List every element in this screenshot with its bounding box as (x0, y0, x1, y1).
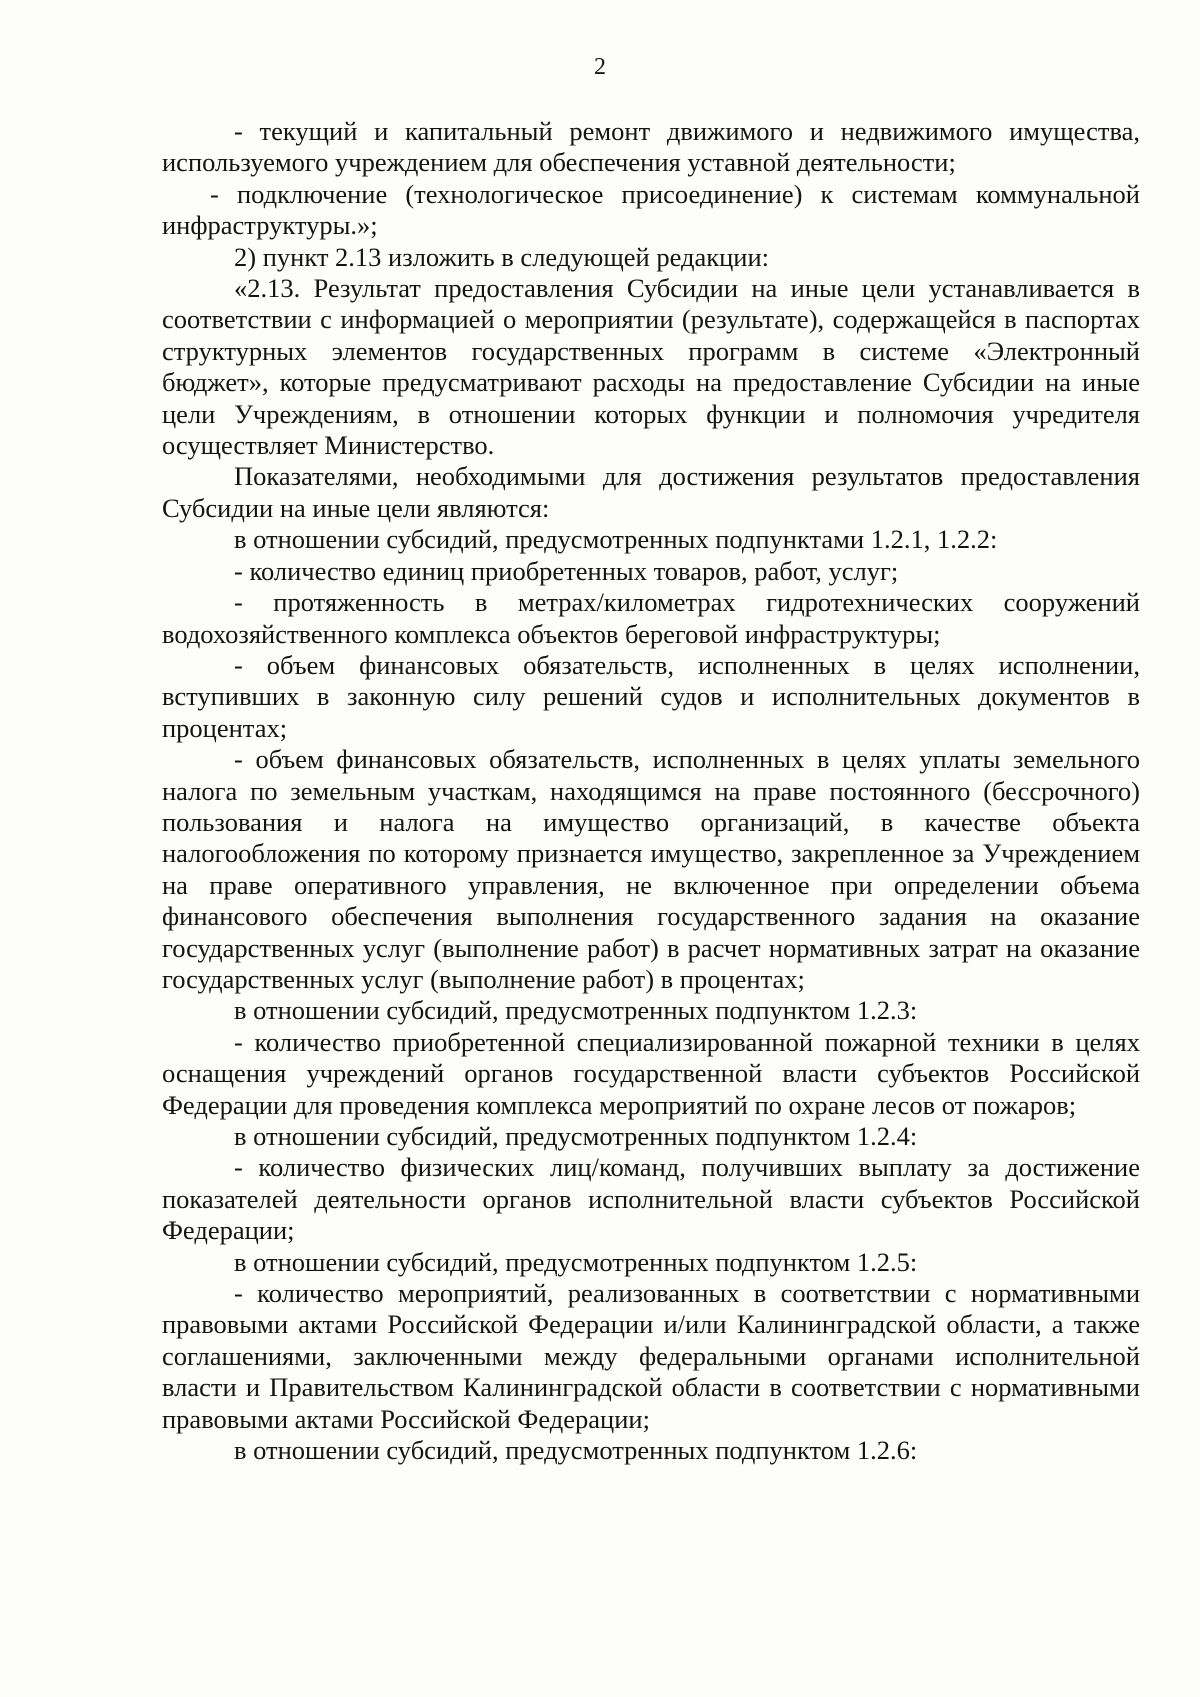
document-body (162, 116, 1140, 1466)
paragraph-repair: - текущий и капитальный ремонт движимого и недвижимого имущества, используемого учреждением для обеспечения уставной деятельности; (162, 116, 1140, 178)
paragraph-length: - протяженность в метрах/километрах гидротехнических сооружений водохозяйственного комплекса объектов береговой инфраструктуры; (162, 587, 1140, 649)
page-number: 2 (594, 54, 606, 80)
paragraph-subsidies-1-2-5: в отношении субсидий, предусмотренных подпунктом 1.2.5: (234, 1246, 918, 1277)
paragraph-point-2: 2) пункт 2.13 изложить в следующей редакции: (234, 241, 770, 272)
paragraph-goods-count: - количество единиц приобретенных товаров, работ, услуг; (234, 555, 899, 586)
paragraph-land-tax: - объем финансовых обязательств, исполненных в целях уплаты земельного налога по земельным участкам, находящимся на праве постоянного (бессрочного) пользования и налога на имущество организаций, в качестве объекта налогообложения по которому признается имущество, закрепленное за Учреждением на праве оперативного управления, не включенное при определении объема финансового обеспечения выполнения государственного задания на оказание государственных услуг (выполнение работ) в расчет нормативных затрат на оказание государственных услуг (выполнение работ) в процентах; (162, 744, 1140, 994)
paragraph-subsidies-1-2-3: в отношении субсидий, предусмотренных подпунктом 1.2.3: (234, 995, 918, 1026)
paragraph-court-obligations: - объем финансовых обязательств, исполненных в целях исполнении, вступивших в законную силу решений судов и исполнительных документов в процентах; (162, 649, 1140, 743)
paragraph-payments: - количество физических лиц/команд, получивших выплату за достижение показателей деятельности органов исполнительной власти субъектов Российской Федерации; (162, 1152, 1140, 1246)
paragraph-indicators: Показателями, необходимыми для достижения результатов предоставления Субсидии на иные цели являются: (162, 461, 1140, 523)
paragraph-subsidies-1-2-1: в отношении субсидий, предусмотренных подпунктами 1.2.1, 1.2.2: (234, 524, 998, 555)
paragraph-subsidies-1-2-4: в отношении субсидий, предусмотренных подпунктом 1.2.4: (234, 1121, 918, 1151)
paragraph-subsidies-1-2-6: в отношении субсидий, предусмотренных подпунктом 1.2.6: (234, 1435, 918, 1466)
paragraph-2-13: «2.13. Результат предоставления Субсидии на иные цели устанавливается в соответствии с информацией о мероприятии (результате), содержащейся в паспортах структурных элементов государственных программ в системе «Электронный бюджет», которые предусматривают расходы на предоставление Субсидии на иные цели Учреждениям, в отношении которых функции и полномочия учредителя осуществляет Министерство. (162, 273, 1140, 461)
paragraph-events: - количество мероприятий, реализованных в соответствии с нормативными правовыми актами Российской Федерации и/или Калининградской области, а также соглашениями, заключенными между федеральными органами исполнительной власти и Правительством Калининградской области в соответствии с нормативными правовыми актами Российской Федерации; (162, 1278, 1140, 1434)
paragraph-connection: - подключение (технологическое присоединение) к системам коммунальной инфраструктуры.»; (162, 178, 1140, 241)
paragraph-fire-equipment: - количество приобретенной специализированной пожарной техники в целях оснащения учреждений органов государственной власти субъектов Российской Федерации для проведения комплекса мероприятий по охране лесов от пожаров; (162, 1026, 1140, 1120)
